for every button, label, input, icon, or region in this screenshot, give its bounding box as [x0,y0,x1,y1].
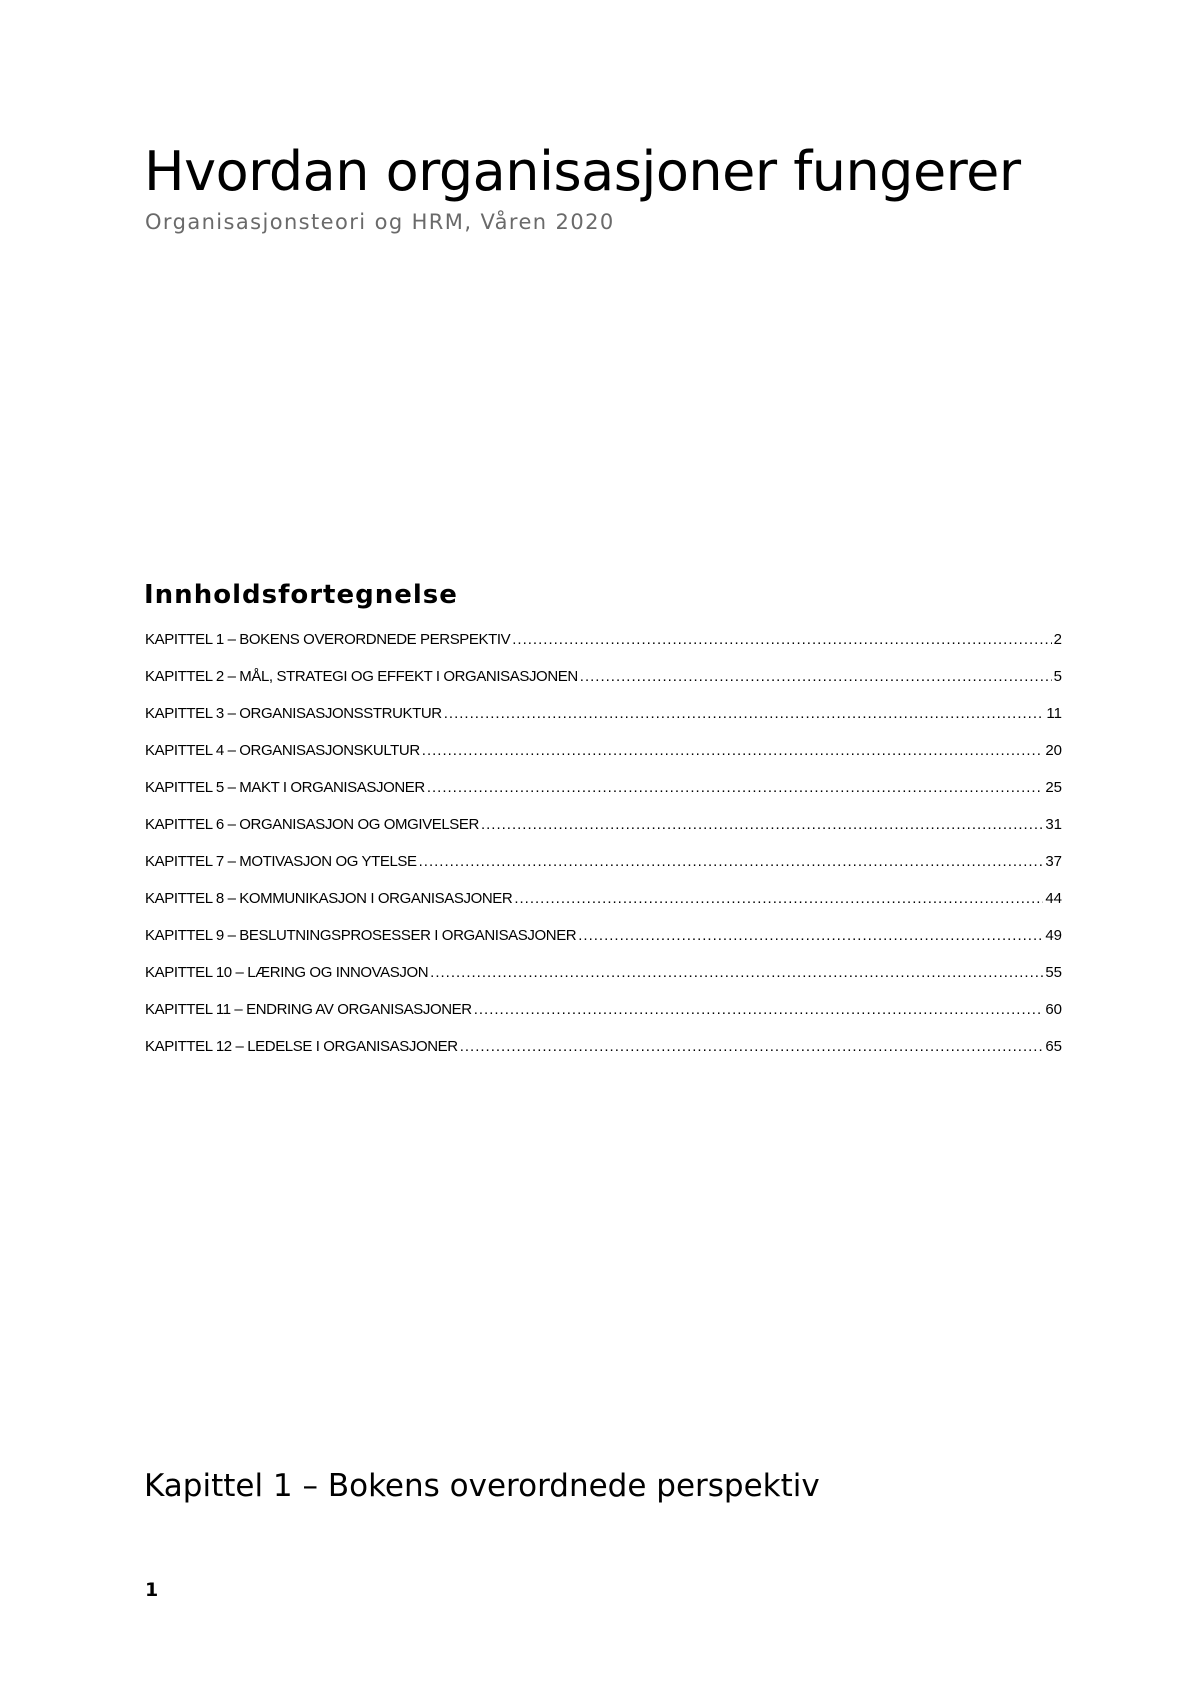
toc-entry-6[interactable] [145,813,1062,850]
document-subtitle: Organisasjonsteori og HRM, Våren 2020 [145,210,615,234]
toc-leader-dots [512,628,1051,652]
toc-entry-label: KAPITTEL 8 – KOMMUNIKASJON I ORGANISASJONER [145,890,513,907]
toc-leader-dots [419,850,1044,874]
toc-entry-page: 31 [1045,816,1062,833]
toc-entry-label: KAPITTEL 11 – ENDRING AV ORGANISASJONER [145,1001,472,1018]
toc-entry-page: 20 [1045,742,1062,759]
toc-entry-8[interactable] [145,887,1062,924]
toc-entry-page: 49 [1045,927,1062,944]
toc-entry-label: KAPITTEL 7 – MOTIVASJON OG YTELSE [145,853,417,870]
toc-leader-dots [514,887,1043,911]
table-of-contents [145,628,1062,1072]
toc-entry-page: 44 [1045,890,1062,907]
toc-entry-page: 65 [1045,1038,1062,1055]
toc-leader-dots [481,813,1043,837]
toc-leader-dots [474,998,1044,1022]
toc-entry-label: KAPITTEL 2 – MÅL, STRATEGI OG EFFEKT I ORGANISASJONEN [145,668,578,685]
toc-entry-2[interactable] [145,665,1062,702]
toc-entry-3[interactable] [145,702,1062,739]
toc-entry-4[interactable] [145,739,1062,776]
toc-entry-11[interactable] [145,998,1062,1035]
toc-entry-label: KAPITTEL 9 – BESLUTNINGSPROSESSER I ORGANISASJONER [145,927,577,944]
toc-leader-dots [422,739,1044,763]
toc-entry-page: 60 [1045,1001,1062,1018]
toc-entry-7[interactable] [145,850,1062,887]
toc-entry-label: KAPITTEL 3 – ORGANISASJONSSTRUKTUR [145,705,442,722]
toc-entry-page: 11 [1046,705,1062,722]
document-title: Hvordan organisasjoner fungerer [144,140,1021,203]
page-number: 1 [145,1579,159,1601]
toc-entry-label: KAPITTEL 10 – LÆRING OG INNOVASJON [145,964,429,981]
toc-entry-12[interactable] [145,1035,1062,1072]
toc-leader-dots [580,665,1052,689]
toc-leader-dots [427,776,1044,800]
toc-leader-dots [460,1035,1044,1059]
toc-entry-label: KAPITTEL 1 – BOKENS OVERORDNEDE PERSPEKTIV [145,631,511,648]
toc-entry-page: 37 [1045,853,1062,870]
toc-entry-5[interactable] [145,776,1062,813]
toc-entry-1[interactable] [145,628,1062,665]
toc-entry-label: KAPITTEL 12 – LEDELSE I ORGANISASJONER [145,1038,458,1055]
toc-leader-dots [444,702,1045,726]
toc-entry-page: 25 [1045,779,1062,796]
toc-leader-dots [430,961,1043,985]
toc-entry-page: 5 [1053,668,1062,685]
toc-entry-label: KAPITTEL 4 – ORGANISASJONSKULTUR [145,742,420,759]
toc-entry-page: 55 [1045,964,1062,981]
toc-heading: Innholdsfortegnelse [144,580,458,610]
toc-entry-10[interactable] [145,961,1062,998]
toc-entry-label: KAPITTEL 5 – MAKT I ORGANISASJONER [145,779,425,796]
toc-entry-9[interactable] [145,924,1062,961]
chapter-heading: Kapittel 1 – Bokens overordnede perspektiv [144,1468,820,1504]
toc-leader-dots [578,924,1043,948]
toc-entry-page: 2 [1053,631,1062,648]
toc-entry-label: KAPITTEL 6 – ORGANISASJON OG OMGIVELSER [145,816,479,833]
